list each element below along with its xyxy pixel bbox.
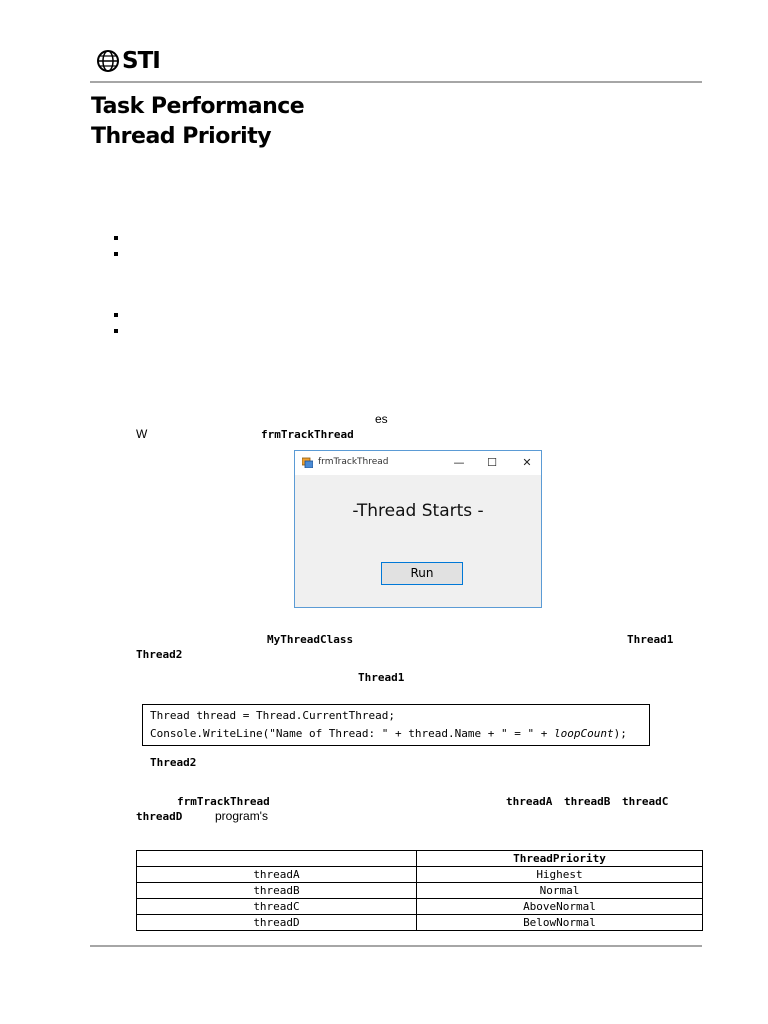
code-line-1: Thread thread = Thread.CurrentThread; [150, 709, 396, 722]
maximize-icon[interactable]: ☐ [487, 456, 497, 469]
globe-icon [96, 49, 120, 73]
thread2-ref-b: Thread2 [150, 756, 197, 769]
text-fragment-es: es [375, 412, 388, 426]
form-window [294, 450, 542, 608]
table-cell: AboveNormal [417, 899, 703, 915]
footer-rule [90, 945, 702, 947]
bullet [114, 313, 118, 317]
table-row [137, 883, 703, 899]
table-cell: BelowNormal [417, 915, 703, 931]
table-cell: threadC [137, 899, 417, 915]
thread2-ref: Thread2 [136, 648, 183, 661]
table-row [137, 915, 703, 931]
table-header-cell [137, 851, 417, 867]
thread1-ref-b: Thread1 [358, 671, 405, 684]
table-cell: threadA [137, 867, 417, 883]
bullet [114, 236, 118, 240]
code-line-2-start: Console.WriteLine("Name of Thread: " + thread.Name + " = " + [150, 727, 554, 740]
page-subtitle: Thread Priority [91, 124, 272, 149]
page-title: Task Performance [91, 94, 305, 119]
window-titlebar [295, 451, 541, 475]
table-row [137, 867, 703, 883]
table-cell: threadD [137, 915, 417, 931]
table-cell: Normal [417, 883, 703, 899]
threadD-ref: threadD [136, 810, 183, 823]
thread1-ref: Thread1 [627, 633, 674, 646]
table-header-cell: ThreadPriority [417, 851, 703, 867]
form-app-icon [302, 457, 313, 468]
code-line-2-end: ); [613, 727, 627, 740]
table-cell: Highest [417, 867, 703, 883]
threadA-ref: threadA [506, 795, 553, 808]
table-row [137, 899, 703, 915]
threadC-ref: threadC [622, 795, 669, 808]
code-line-2 [150, 727, 627, 740]
programs-text: program's [215, 809, 268, 823]
window-caption: frmTrackThread [318, 457, 389, 467]
form-name-ref-b: frmTrackThread [177, 795, 270, 808]
form-name-ref: frmTrackThread [261, 428, 354, 441]
code-loopcount: loopCount [553, 727, 614, 740]
minimize-icon[interactable]: — [453, 456, 465, 469]
close-icon[interactable]: ✕ [522, 456, 532, 469]
table-cell: threadB [137, 883, 417, 899]
table-header-row [137, 851, 703, 867]
text-fragment-w: W [136, 427, 148, 441]
sti-logo [96, 46, 160, 76]
logo-text: STI [122, 48, 160, 74]
thread-priority-table [136, 850, 703, 931]
bullet [114, 329, 118, 333]
threadB-ref: threadB [564, 795, 611, 808]
bullet [114, 252, 118, 256]
class-name-ref: MyThreadClass [267, 633, 354, 646]
run-button[interactable]: Run [381, 562, 463, 585]
header-rule [90, 81, 702, 83]
code-snippet [142, 704, 650, 746]
thread-starts-label: -Thread Starts - [352, 501, 484, 521]
